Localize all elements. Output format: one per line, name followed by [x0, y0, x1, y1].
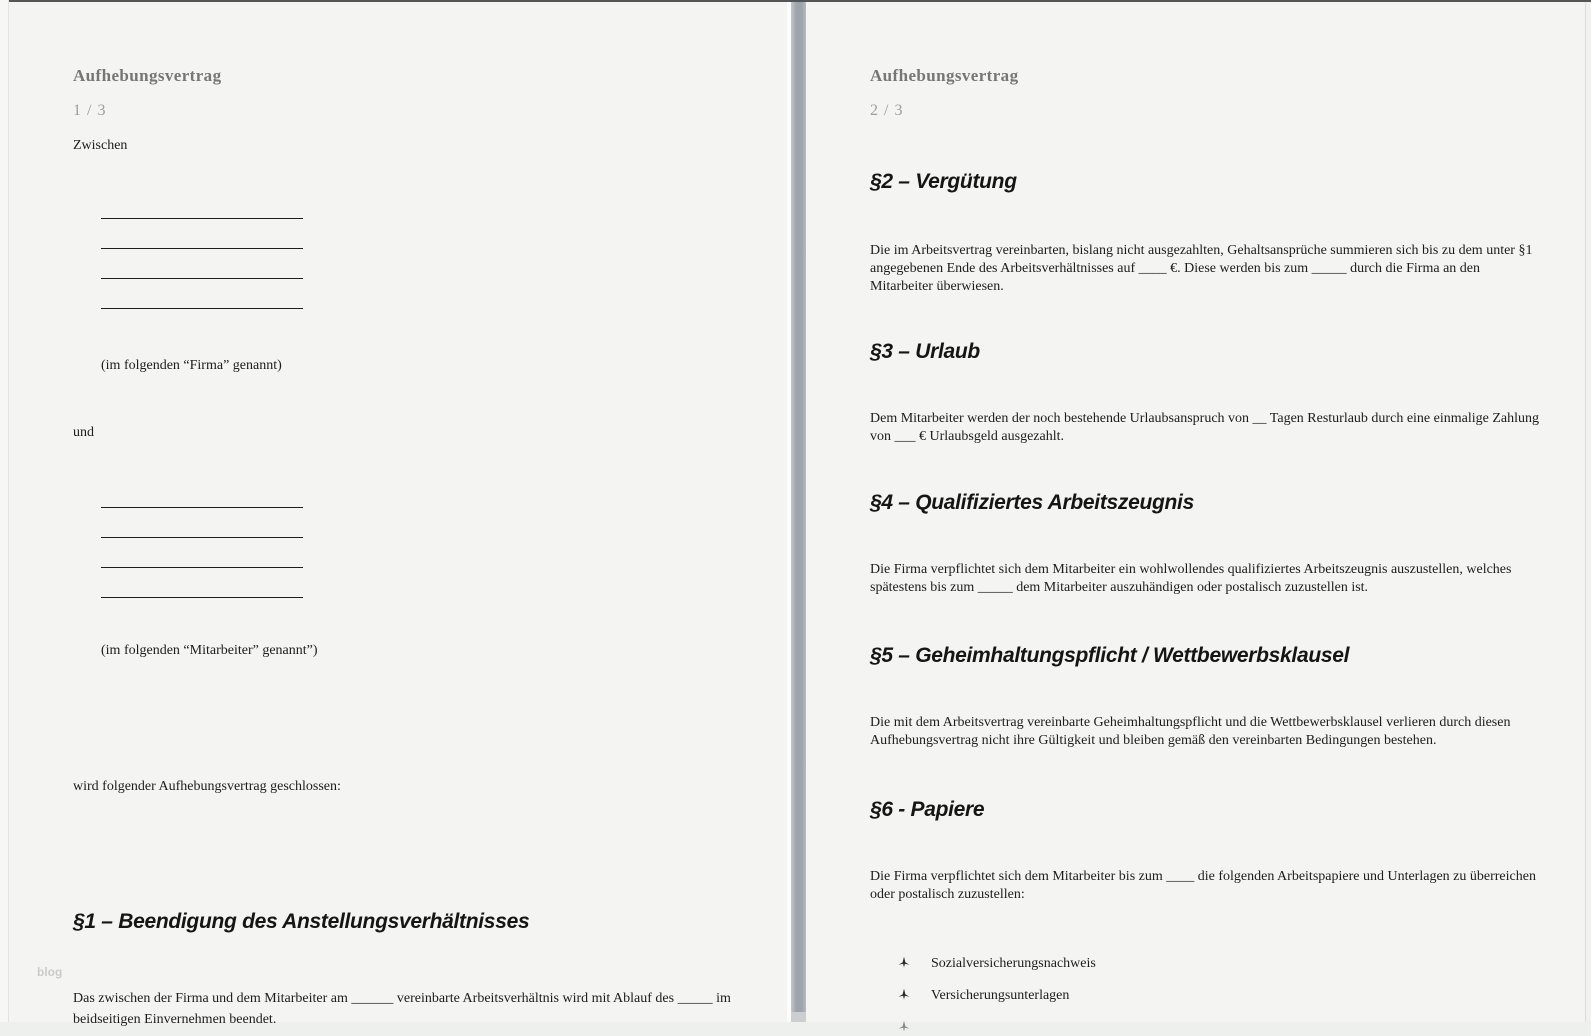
signature-line [101, 248, 303, 249]
section-3-paragraph-line: von ___ € Urlaubsgeld ausgezahlt. [870, 429, 1065, 444]
list-item [898, 1018, 910, 1036]
pane-divider-scrollbar[interactable] [791, 2, 806, 1012]
mitarbeiter-caption: (im folgenden “Mitarbeiter” genannt”) [101, 643, 318, 658]
page-title: Aufhebungsvertrag [870, 66, 1019, 85]
section-6-heading: §6 - Papiere [870, 798, 985, 821]
list-item-label: Versicherungsunterlagen [931, 988, 1070, 1003]
section-4-heading: §4 – Qualifiziertes Arbeitszeugnis [870, 491, 1194, 514]
page-number-indicator: 2 / 3 [870, 102, 904, 119]
list-item [898, 954, 1096, 972]
list-item [898, 986, 1069, 1004]
section-3-heading: §3 – Urlaub [870, 340, 980, 363]
section-2-heading: §2 – Vergütung [870, 170, 1017, 193]
und-word: und [73, 425, 94, 440]
plane-bullet-icon [898, 956, 910, 968]
document-page-1[interactable] [9, 2, 787, 1027]
list-item-label: Sozialversicherungsnachweis [931, 956, 1096, 971]
watermark: blog [37, 965, 63, 979]
section-6-paragraph-line: Die Firma verpflichtet sich dem Mitarbeiter bis zum ____ die folgenden Arbeitspapiere und Unterlagen zu überreichen [870, 869, 1536, 884]
document-page-2[interactable] [806, 2, 1586, 1022]
page-title: Aufhebungsvertrag [73, 66, 222, 85]
section-4-paragraph-line: spätestens bis zum _____ dem Mitarbeiter auszuhändigen oder postalisch zuzustellen ist. [870, 580, 1369, 595]
intro-word: Zwischen [73, 138, 128, 153]
section-5-paragraph-line: Aufhebungsvertrag nicht ihre Gültigkeit und bleiben gemäß den vereinbarten Bedingungen bestehen. [870, 733, 1437, 748]
section-1-paragraph-line: Das zwischen der Firma und dem Mitarbeiter am ______ vereinbarte Arbeitsverhältnis wird mit Ablauf des _____ im [73, 991, 731, 1006]
section-6-paragraph-line: oder postalisch zuzustellen: [870, 887, 1025, 902]
section-1-heading: §1 – Beendigung des Anstellungsverhältnisses [73, 910, 530, 933]
signature-line [101, 278, 303, 279]
section-1-paragraph-line: beidseitigen Einvernehmen beendet. [73, 1012, 277, 1027]
conclusion-line: wird folgender Aufhebungsvertrag geschlossen: [73, 779, 341, 794]
firma-caption: (im folgenden “Firma” genannt) [101, 358, 282, 373]
signature-line [101, 218, 303, 219]
signature-line [101, 308, 303, 309]
scrollbar-track [791, 1012, 806, 1022]
section-2-paragraph-line: angegebenen Ende des Arbeitsverhältnisses auf ____ €. Diese werden bis zum _____ durch die Firma an den [870, 261, 1480, 276]
signature-line [101, 567, 303, 568]
section-5-heading: §5 – Geheimhaltungspflicht / Wettbewerbsklausel [870, 644, 1350, 667]
page-number-indicator: 1 / 3 [73, 102, 107, 119]
signature-line [101, 597, 303, 598]
right-margin-strip [1586, 2, 1591, 1022]
plane-bullet-icon [898, 988, 910, 1000]
section-4-paragraph-line: Die Firma verpflichtet sich dem Mitarbeiter ein wohlwollendes qualifiziertes Arbeitszeugnis auszustellen, welches [870, 562, 1512, 577]
section-3-paragraph-line: Dem Mitarbeiter werden der noch bestehende Urlaubsanspruch von __ Tagen Resturlaub durch eine einmalige Zahlung [870, 411, 1539, 426]
signature-line [101, 537, 303, 538]
section-2-paragraph-line: Mitarbeiter überwiesen. [870, 279, 1004, 294]
left-margin-strip [0, 0, 9, 1022]
section-2-paragraph-line: Die im Arbeitsvertrag vereinbarten, bislang nicht ausgezahlten, Gehaltsansprüche summieren sich bis zu dem unter §1 [870, 243, 1533, 258]
section-5-paragraph-line: Die mit dem Arbeitsvertrag vereinbarte Geheimhaltungspflicht und die Wettbewerbsklausel verlieren durch diesen [870, 715, 1511, 730]
signature-line [101, 507, 303, 508]
